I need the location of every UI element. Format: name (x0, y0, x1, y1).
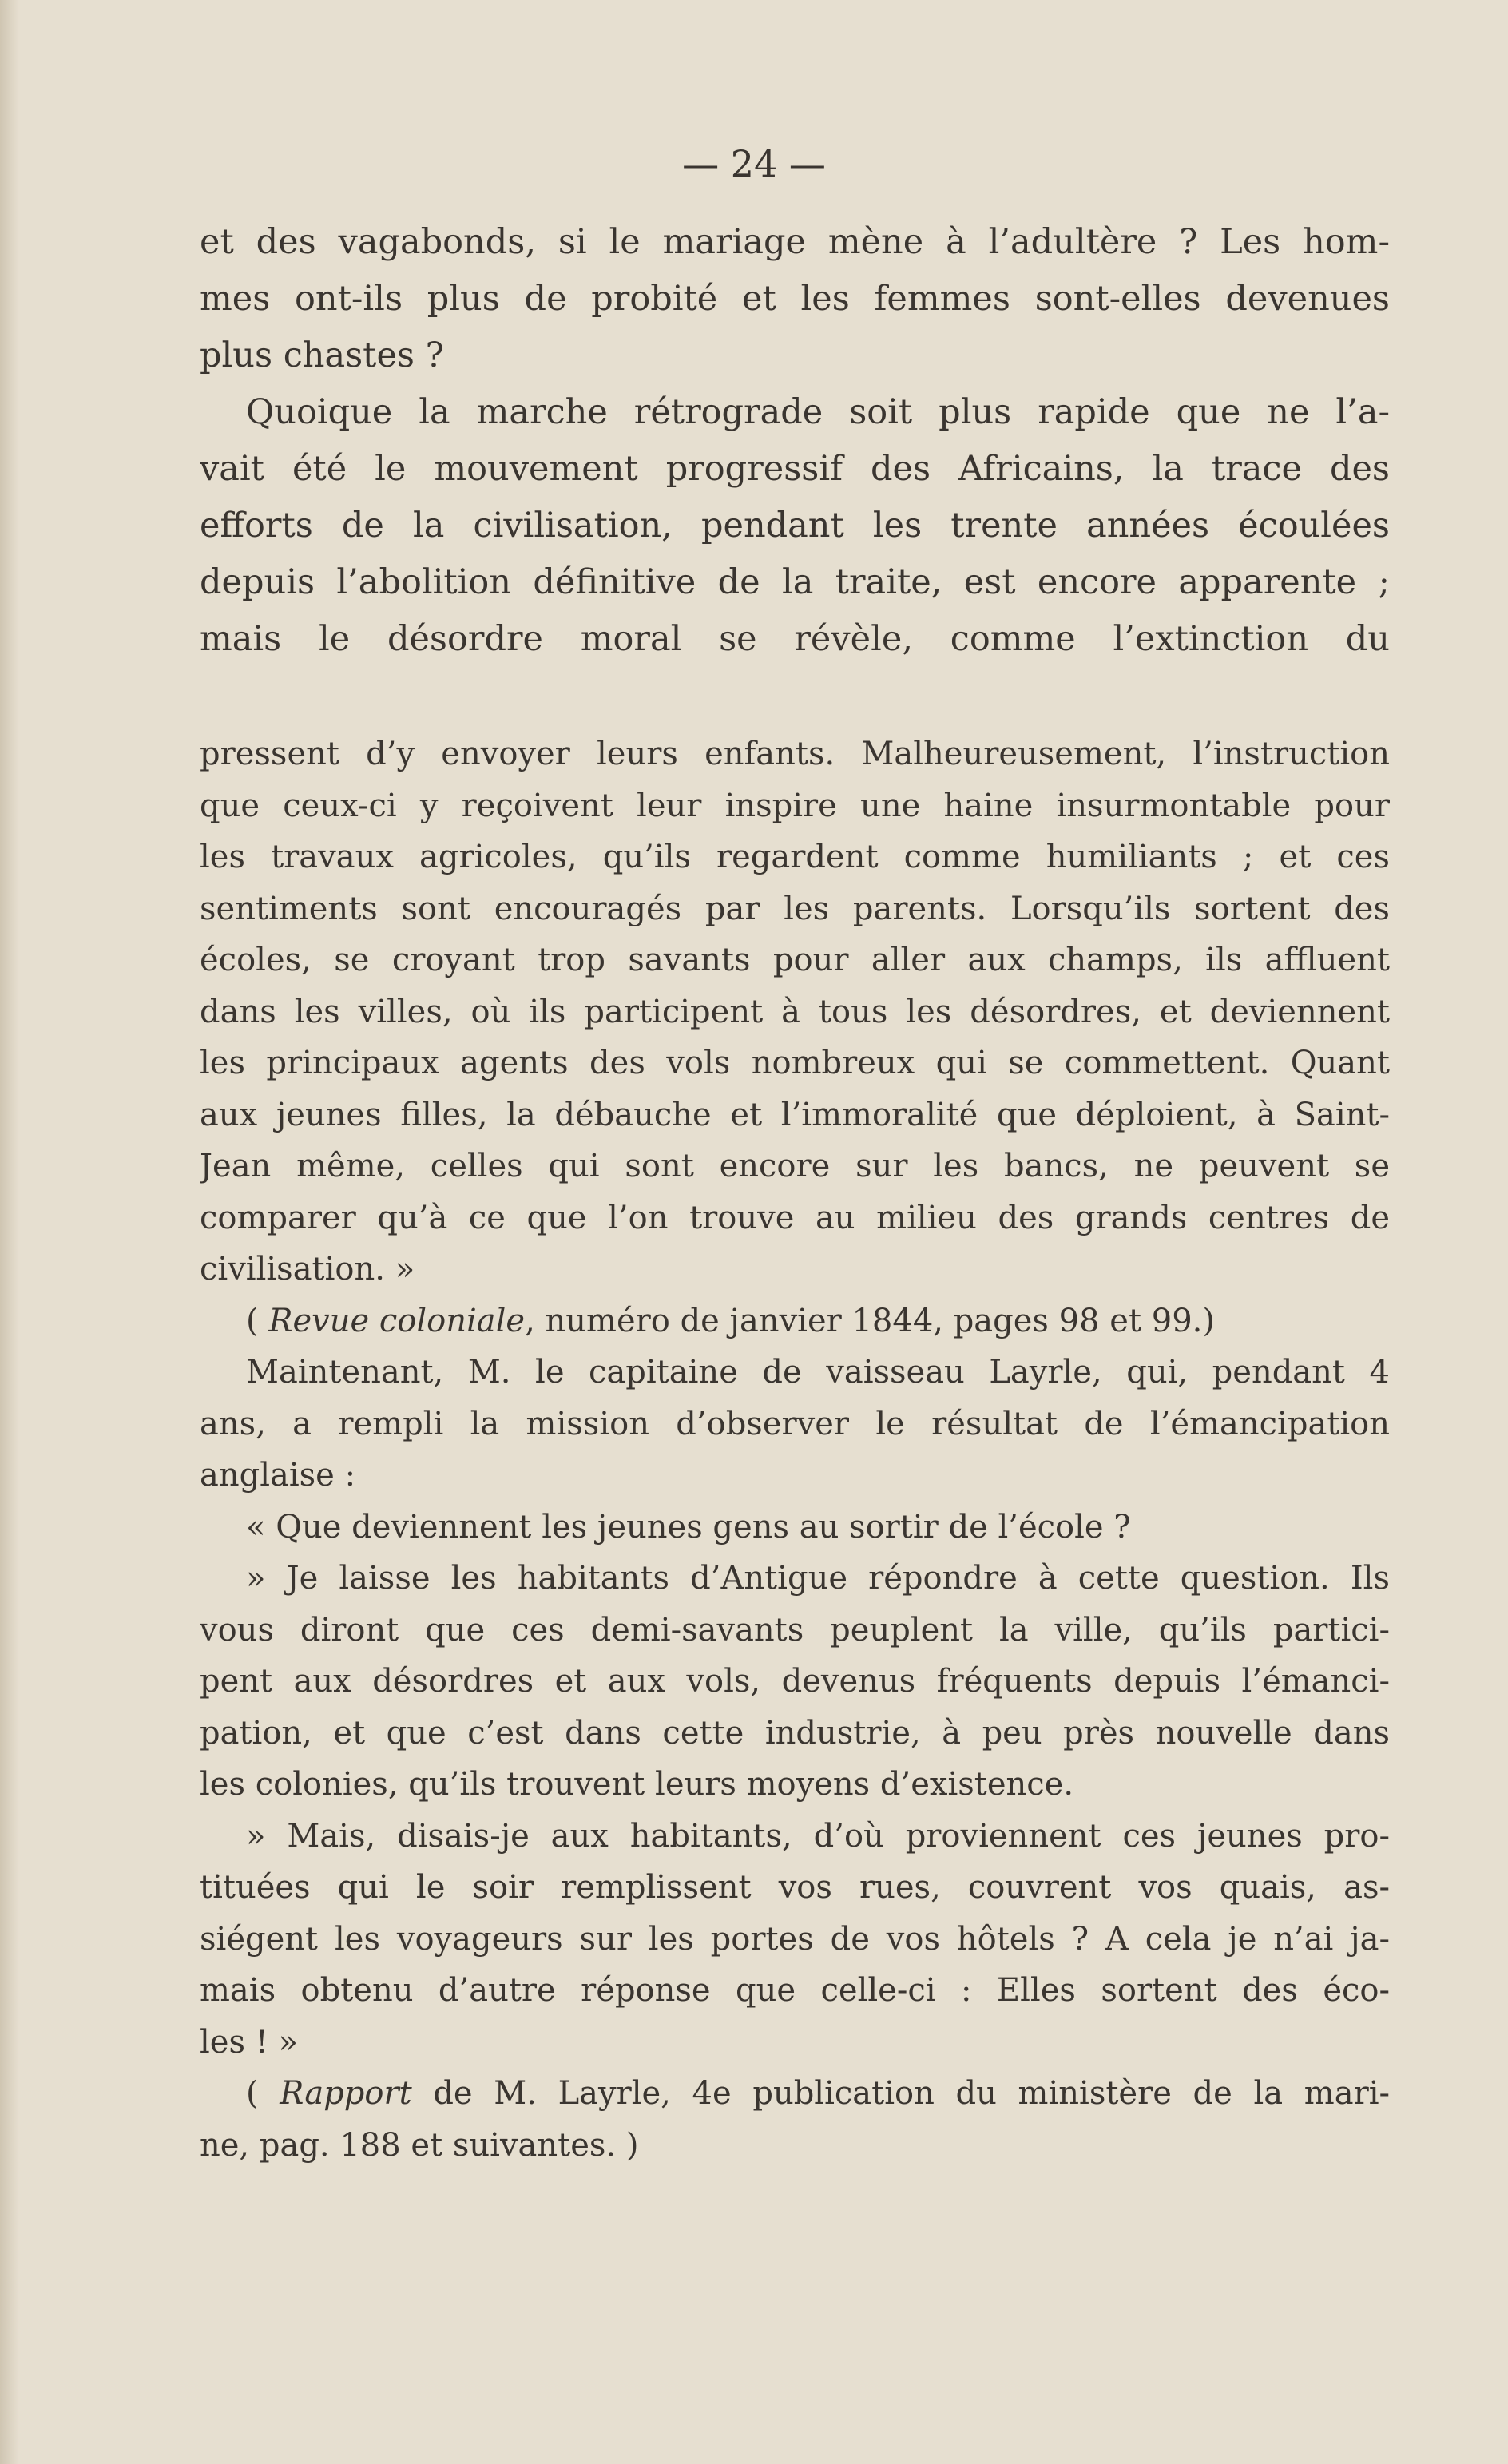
text-line: siégent les voyageurs sur les portes de vos hôtels ? A cela je n’ai ja- (200, 1920, 1390, 1958)
text-line: que ceux-ci y reçoivent leur inspire une haine insurmontable pour (200, 787, 1390, 824)
text-block-upper (200, 214, 1390, 668)
text-line: sentiments sont encouragés par les parents. Lorsqu’ils sortent des (200, 890, 1390, 927)
text-line: ans, a rempli la mission d’observer le résultat de l’émancipation (200, 1405, 1390, 1442)
text-line: civilisation. » (200, 1251, 415, 1288)
text-block-lower (200, 728, 1390, 2171)
text-line: depuis l’abolition définitive de la traite, est encore apparente ; (200, 562, 1390, 602)
text-line: mes ont-ils plus de probité et les femmes sont-elles devenues (200, 279, 1390, 319)
text-line: pressent d’y envoyer leurs enfants. Malheureusement, l’instruction (200, 736, 1390, 772)
text-line: Maintenant, M. le capitaine de vaisseau Layrle, qui, pendant 4 (246, 1354, 1390, 1391)
citation-rest: de M. Layrle, 4e publication du ministère de la mari- (411, 2075, 1390, 2112)
citation-revue-coloniale (200, 1295, 1390, 1347)
text-line: les travaux agricoles, qu’ils regardent comme humiliants ; et ces (200, 839, 1390, 875)
text-line: anglaise : (200, 1457, 356, 1494)
citation-title: Rapport (280, 2075, 412, 2112)
text-line: » Mais, disais-je aux habitants, d’où proviennent ces jeunes pro- (246, 1817, 1390, 1855)
text-line: les ! » (200, 2023, 298, 2061)
text-line: Jean même, celles qui sont encore sur les bancs, ne peuvent se (200, 1148, 1390, 1184)
text-line: vous diront que ces demi-savants peuplent la ville, qu’ils partici- (200, 1611, 1390, 1649)
text-line: tituées qui le soir remplissent vos rues, couvrent vos quais, as- (200, 1869, 1390, 1906)
text-line: ne, pag. 188 et suivantes. ) (200, 2126, 639, 2164)
page-number: — 24 — (682, 142, 826, 185)
text-line: Quoique la marche rétrograde soit plus rapide que ne l’a- (246, 392, 1390, 432)
text-line: » Je laisse les habitants d’Antigue répondre à cette question. Ils (246, 1560, 1390, 1597)
text-line: pation, et que c’est dans cette industrie, à peu près nouvelle dans (200, 1714, 1390, 1752)
text-line: plus chastes ? (200, 335, 444, 375)
text-line: dans les villes, où ils participent à tous les désordres, et deviennent (200, 993, 1390, 1030)
text-line: et des vagabonds, si le mariage mène à l’adultère ? Les hom- (200, 222, 1390, 262)
text-line: les colonies, qu’ils trouvent leurs moyens d’existence. (200, 1766, 1074, 1803)
text-line: mais obtenu d’autre réponse que celle-ci : Elles sortent des éco- (200, 1972, 1390, 2009)
text-line: écoles, se croyant trop savants pour aller aux champs, ils affluent (200, 942, 1390, 978)
page-edge-shadow (0, 0, 19, 2464)
text-line: pent aux désordres et aux vols, devenus fréquents depuis l’émanci- (200, 1663, 1390, 1700)
text-line: efforts de la civilisation, pendant les trente années écoulées (200, 506, 1390, 546)
citation-open: ( (246, 1302, 269, 1339)
text-line: vait été le mouvement progressif des Africains, la trace des (200, 449, 1390, 489)
citation-rest: , numéro de janvier 1844, pages 98 et 99.) (525, 1302, 1215, 1339)
citation-rapport (200, 2068, 1390, 2120)
citation-open: ( (246, 2075, 280, 2112)
text-line: mais le désordre moral se révèle, comme l’extinction du (200, 619, 1390, 659)
text-line: comparer qu’à ce que l’on trouve au milieu des grands centres de (200, 1199, 1390, 1236)
text-line: les principaux agents des vols nombreux qui se commettent. Quant (200, 1045, 1390, 1081)
text-line: « Que deviennent les jeunes gens au sortir de l’école ? (246, 1508, 1131, 1545)
citation-title: Revue coloniale (268, 1302, 526, 1339)
text-line: aux jeunes filles, la débauche et l’immoralité que déploient, à Saint- (200, 1096, 1390, 1133)
